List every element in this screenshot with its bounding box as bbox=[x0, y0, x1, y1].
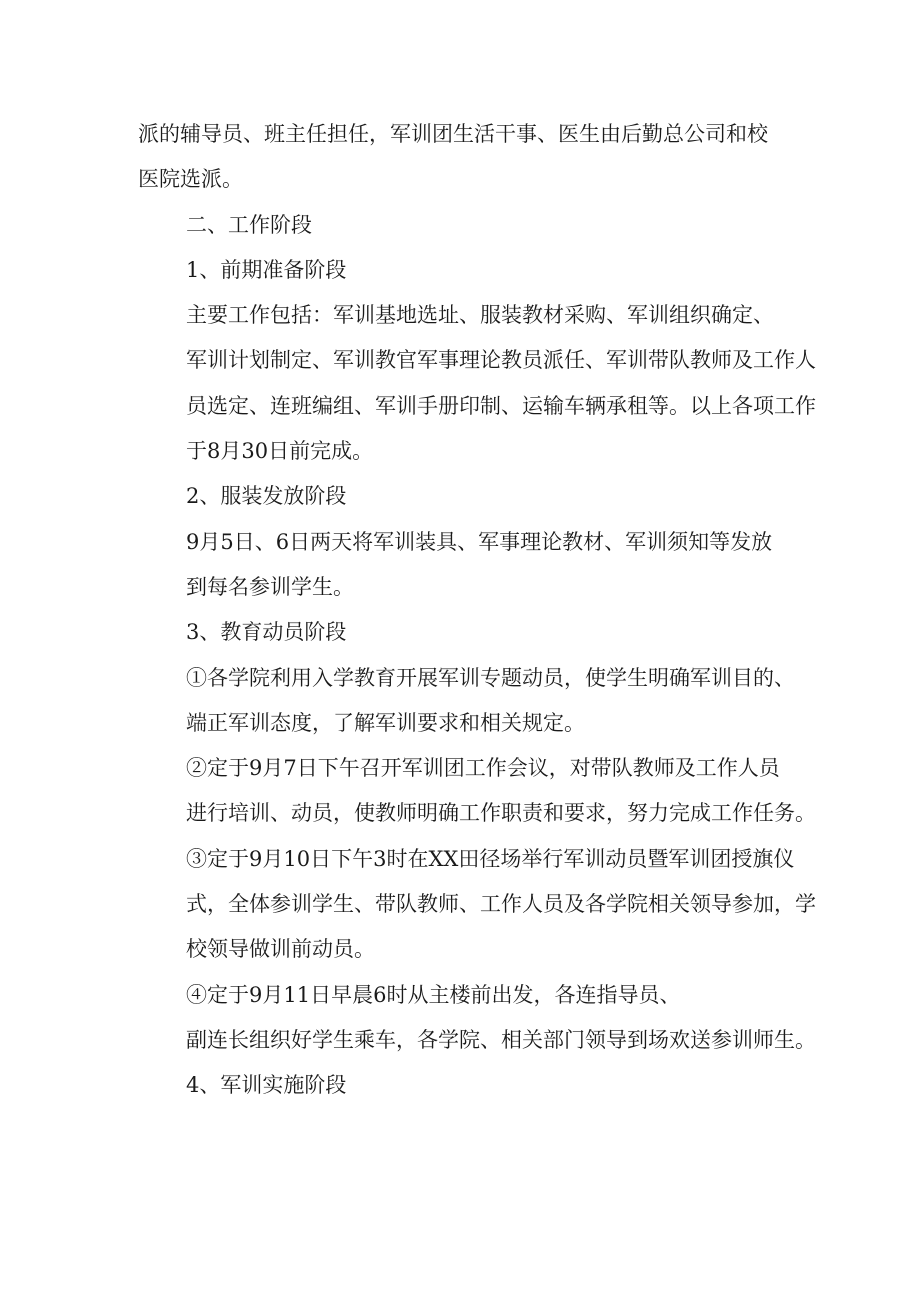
text-line: 1、前期准备阶段 bbox=[186, 257, 347, 282]
paragraph-section-2 bbox=[138, 203, 798, 248]
text-line: 到每名参训学生。 bbox=[186, 574, 354, 599]
text-line: 式，全体参训学生、带队教师、工作人员及各学院相关领导参加，学 bbox=[186, 892, 816, 917]
text-line: 9月5日、6日两天将军训装具、军事理论教材、军训须知等发放 bbox=[186, 529, 773, 554]
paragraph-stage-1 bbox=[138, 248, 798, 293]
text-line: 二、工作阶段 bbox=[186, 212, 312, 237]
text-line: 校领导做训前动员。 bbox=[186, 937, 375, 962]
text-line: 派的辅导员、班主任担任，军训团生活干事、医生由后勤总公司和校 bbox=[138, 122, 768, 146]
text-line: 于8月30日前完成。 bbox=[186, 439, 374, 464]
text-line: 进行培训、动员，使教师明确工作职责和要求，努力完成工作任务。 bbox=[186, 801, 816, 826]
text-line: 4、军训实施阶段 bbox=[186, 1073, 347, 1098]
paragraph-continuation bbox=[138, 112, 798, 203]
paragraph-stage-3-item-1 bbox=[138, 656, 798, 747]
paragraph-stage-3-item-4 bbox=[138, 973, 816, 1064]
text-line: 员选定、连班编组、军训手册印制、运输车辆承租等。以上各项工作 bbox=[186, 393, 816, 418]
paragraph-stage-2 bbox=[138, 474, 798, 519]
paragraph-stage-3-item-3 bbox=[138, 837, 816, 973]
text-line: 端正军训态度，了解军训要求和相关规定。 bbox=[186, 710, 585, 735]
paragraph-stage-2-body bbox=[138, 520, 798, 611]
paragraph-stage-3 bbox=[138, 610, 798, 655]
text-line: ①各学院利用入学教育开展军训专题动员，使学生明确军训目的、 bbox=[186, 665, 795, 690]
text-line: ③定于9月10日下午3时在XX田径场举行军训动员暨军训团授旗仪 bbox=[186, 846, 795, 871]
text-line: ②定于9月7日下午召开军训团工作会议，对带队教师及工作人员 bbox=[186, 756, 780, 781]
text-line: 2、服装发放阶段 bbox=[186, 484, 347, 509]
text-line: 主要工作包括：军训基地选址、服装教材采购、军训组织确定、 bbox=[186, 303, 774, 328]
text-line: 医院选派。 bbox=[138, 167, 243, 192]
text-line: ④定于9月11日早晨6时从主楼前出发，各连指导员、 bbox=[186, 982, 681, 1007]
document-body bbox=[138, 112, 816, 1109]
paragraph-stage-1-body bbox=[138, 293, 816, 474]
text-line: 副连长组织好学生乘车，各学院、相关部门领导到场欢送参训师生。 bbox=[186, 1027, 816, 1052]
paragraph-stage-3-item-2 bbox=[138, 746, 816, 837]
paragraph-stage-4 bbox=[138, 1063, 798, 1108]
text-line: 3、教育动员阶段 bbox=[186, 620, 347, 645]
text-line: 军训计划制定、军训教官军事理论教员派任、军训带队教师及工作人 bbox=[186, 348, 816, 373]
